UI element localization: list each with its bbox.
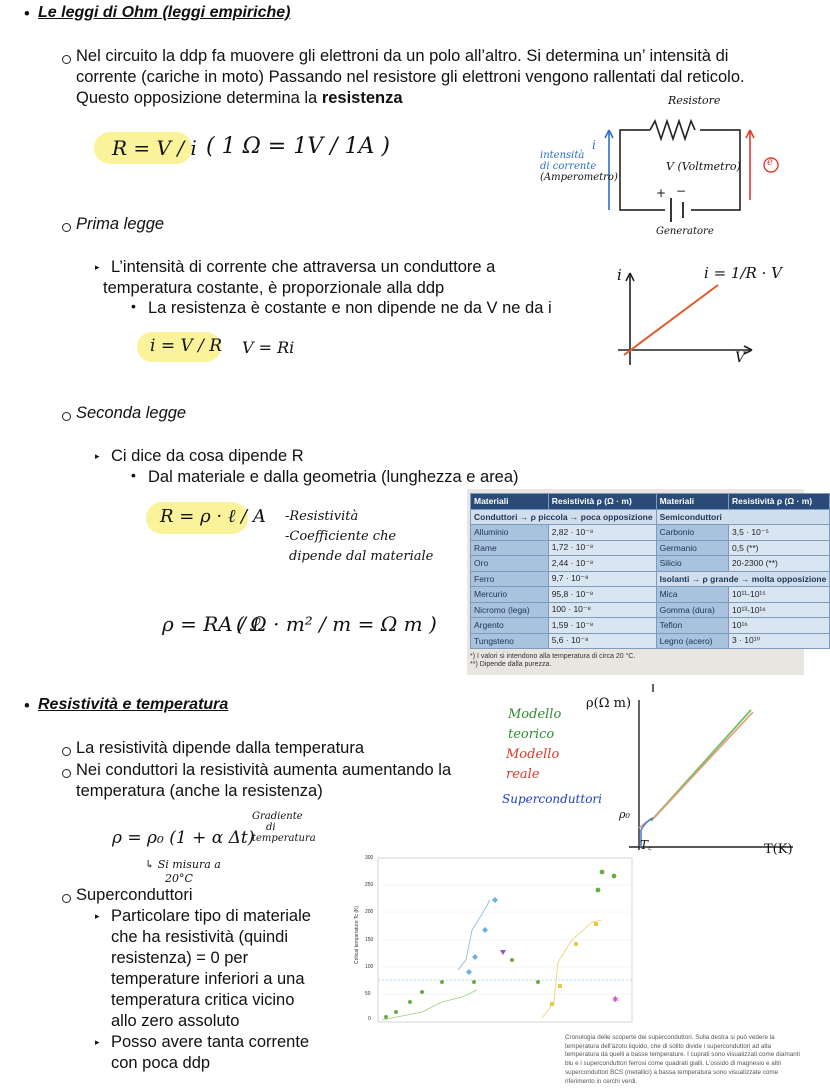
prima-sub-bullet: ▸ — [95, 262, 100, 272]
formula-r: R = V / i — [112, 136, 197, 160]
intro-circle-bullet — [62, 51, 71, 69]
timeline-y-tick: 300 — [365, 855, 374, 861]
super-sub1-bullet: ▸ — [95, 911, 100, 921]
table-cell: Mica — [656, 587, 728, 603]
seconda-circle-bullet — [62, 408, 71, 426]
prima-circle-bullet — [62, 219, 71, 237]
timeline-plot — [362, 852, 634, 1028]
intro-line-2: corrente (cariche in moto) Passando nel resistore gli elettroni vengono rallentati dal reticolo. — [76, 68, 745, 86]
table-header: Materiali — [656, 494, 728, 510]
section1-title: Le leggi di Ohm (leggi empiriche) — [38, 4, 291, 21]
label-i-circuit: i — [592, 138, 596, 152]
table-section-row — [471, 509, 830, 525]
table-cell: 10¹¹-10¹⁵ — [729, 587, 830, 603]
superconduttori-title: Superconduttori — [76, 886, 193, 904]
label-minus: − — [676, 184, 687, 198]
supercond-timeline-chart — [353, 852, 634, 1028]
timeline-y-label: Critical temperature Tc (K) — [353, 906, 360, 964]
table-cell: 5,6 · 10⁻⁸ — [548, 633, 656, 649]
table-row — [471, 602, 830, 618]
seconda-legge-title: Seconda legge — [76, 404, 187, 422]
table-header: Resistività ρ (Ω · m) — [729, 494, 830, 510]
table-cell: Carbonio — [656, 525, 728, 541]
formula-rho-units: ( Ω · m² / m = Ω m ) — [236, 612, 437, 636]
table-cell: Ferro — [471, 571, 549, 587]
resistivity-table-photo — [467, 489, 827, 675]
rho-graph-rho0: ρ₀ — [619, 808, 630, 821]
legend-superconduttori: Superconduttori — [502, 792, 602, 806]
timeline-y-tick: 250 — [365, 882, 374, 888]
formula-r2: R = ρ · ℓ / A — [160, 506, 266, 527]
semiconduttori-label: Semiconduttori — [656, 509, 830, 525]
timeline-y-tick: 50 — [365, 991, 371, 997]
resist-item1: La resistività dipende dalla temperatura — [76, 739, 365, 757]
resist-item2-bullet — [62, 765, 71, 783]
table-cell: 10¹⁶ — [729, 618, 830, 634]
seconda-sub-bullet: ▸ — [95, 451, 100, 461]
super-sub1-text: Particolare tipo di materiale che ha resistività (quindi resistenza) = 0 per temperature inferiori a una temperatura critica vicino allo zero assoluto — [111, 907, 311, 1030]
table-row — [471, 525, 830, 541]
table-cell: Rame — [471, 540, 549, 556]
table-cell: Tungsteno — [471, 633, 549, 649]
table-row — [471, 633, 830, 649]
rho-graph-y-label: ρ(Ω m) — [586, 696, 632, 711]
table-header-row — [471, 494, 830, 510]
resist-item1-bullet — [62, 743, 71, 761]
table-footnote-2: **) Dipende dalla purezza. — [470, 661, 552, 668]
resist-item2: Nei conduttori la resistività aumenta aumentando la temperatura (anche la resistenza) — [76, 761, 452, 800]
prima-subsub-bullet: • — [131, 298, 136, 314]
timeline-y-tick: 150 — [365, 937, 374, 943]
label-resistore: Resistore — [668, 94, 721, 107]
timeline-caption: Cronologia delle scoperte dei superconduttori. Sulla destra si può vedere la temperatura dell'azoto liquido, che di solito divide i superconduttori ad alta temperatura da quelli a basse temperature. I cuprati sono visualizzati come diamanti blu e i superconduttori ferrosi come quadrati gialli. L'ossido di magnesio e altri superconduttori BCS (metallici) a bassa temperatura sono visualizzate come riferimento in cerchi verdi. — [565, 1034, 800, 1085]
table-row — [471, 540, 830, 556]
table-cell: 100 · 10⁻⁸ — [548, 602, 656, 618]
timeline-y-tick: 0 — [368, 1016, 371, 1022]
table-cell: Legno (acero) — [656, 633, 728, 649]
super-sub2-bullet: ▸ — [95, 1037, 100, 1047]
legend-modello-teorico: Modello teorico — [508, 707, 562, 742]
intro-bold-word: resistenza — [321, 89, 403, 107]
conduttori-label: Conduttori → ρ piccola → poca opposizione — [471, 509, 657, 525]
table-cell: Nicromo (lega) — [471, 602, 549, 618]
section2-title: Resistività e temperatura — [38, 696, 229, 713]
misura-note: ↳ Si misura a 20°C — [145, 858, 221, 885]
intro-line-3: Questo opposizione determina la resistenza — [76, 89, 403, 107]
formula-v-ri: V = Ri — [242, 338, 295, 357]
table-cell: 3,5 · 10⁻⁵ — [729, 525, 830, 541]
table-cell: 95,8 · 10⁻⁸ — [548, 587, 656, 603]
table-row — [471, 571, 830, 587]
rho-temperature-graph — [615, 680, 795, 855]
intro-line-1: Nel circuito la ddp fa muovere gli elettroni da un polo all’altro. Si determina un’ intensità di — [76, 47, 729, 65]
table-cell: 1,59 · 10⁻⁸ — [548, 618, 656, 634]
table-header: Materiali — [471, 494, 549, 510]
super-circle-bullet — [62, 890, 71, 908]
timeline-y-tick: 200 — [365, 909, 374, 915]
label-voltmetro: V (Voltmetro) — [666, 160, 741, 173]
timeline-y-tick: 100 — [365, 964, 374, 970]
seconda-sub-text: Ci dice da cosa dipende R — [111, 447, 304, 465]
table-row — [471, 587, 830, 603]
formula-rho: ρ = RA / ℓ — [162, 612, 261, 636]
rho-graph-x-label: T(K) — [764, 842, 793, 857]
prima-sub-text: L’intensità di corrente che attraversa un conduttore a temperatura costante, è proporzionale alla ddp — [103, 258, 496, 297]
table-cell: Mercurio — [471, 587, 549, 603]
table-cell: Silicio — [656, 556, 728, 572]
rho-graph-tc: T꜀ — [640, 838, 653, 852]
table-cell: Germanio — [656, 540, 728, 556]
ohm-graph-y-label: i — [617, 266, 622, 284]
table-cell: 2,82 · 10⁻⁸ — [548, 525, 656, 541]
seconda-subsub-bullet: • — [131, 467, 136, 483]
label-electron: e — [767, 157, 773, 168]
formula-ohm: ( 1 Ω = 1V / 1A ) — [206, 134, 390, 159]
resistivity-notes: -Resistività -Coefficiente che dipende dal materiale — [285, 509, 434, 564]
table-header: Resistività ρ (Ω · m) — [548, 494, 656, 510]
section2-bullet: • — [24, 697, 30, 715]
table-row — [471, 556, 830, 572]
ohm-graph-x-label: V — [735, 350, 746, 366]
formula-i: i = V / R — [150, 336, 223, 356]
table-cell: Gomma (dura) — [656, 602, 728, 618]
table-row — [471, 618, 830, 634]
isolanti-label: Isolanti → ρ grande → molta opposizione — [656, 571, 830, 587]
section1-bullet: • — [24, 5, 30, 23]
table-cell: Teflon — [656, 618, 728, 634]
formula-rho-temperature: ρ = ρ₀ (1 + α Δt) — [112, 828, 255, 848]
legend-modello-reale: Modello reale — [506, 747, 560, 782]
resistivity-table — [470, 493, 830, 649]
table-cell: 9,7 · 10⁻⁸ — [548, 571, 656, 587]
table-cell: Alluminio — [471, 525, 549, 541]
table-cell: 20-2300 (**) — [729, 556, 830, 572]
prima-subsub-text: La resistenza è costante e non dipende ne da V ne da i — [148, 299, 552, 317]
table-cell: 0,5 (**) — [729, 540, 830, 556]
table-cell: 1,72 · 10⁻⁸ — [548, 540, 656, 556]
ohm-graph-equation: i = 1/R · V — [704, 264, 782, 282]
table-cell: Argento — [471, 618, 549, 634]
prima-legge-title: Prima legge — [76, 215, 165, 233]
label-intensita: intensità di corrente (Amperometro) — [540, 150, 618, 183]
label-plus: + — [656, 186, 667, 200]
gradient-note: Gradiente di temperatura — [252, 811, 316, 844]
svg-text:✱: ✱ — [612, 995, 619, 1004]
table-cell: 3 · 10¹⁰ — [729, 633, 830, 649]
label-generatore: Generatore — [656, 226, 714, 237]
seconda-subsub-text: Dal materiale e dalla geometria (lunghezza e area) — [148, 468, 519, 486]
table-cell: 10¹³-10¹⁶ — [729, 602, 830, 618]
table-footnote-1: *) I valori si intendono alla temperatura di circa 20 °C. — [470, 653, 636, 660]
super-sub2-text: Posso avere tanta corrente con poca ddp — [111, 1033, 310, 1072]
table-cell: 2,44 · 10⁻⁸ — [548, 556, 656, 572]
table-cell: Oro — [471, 556, 549, 572]
